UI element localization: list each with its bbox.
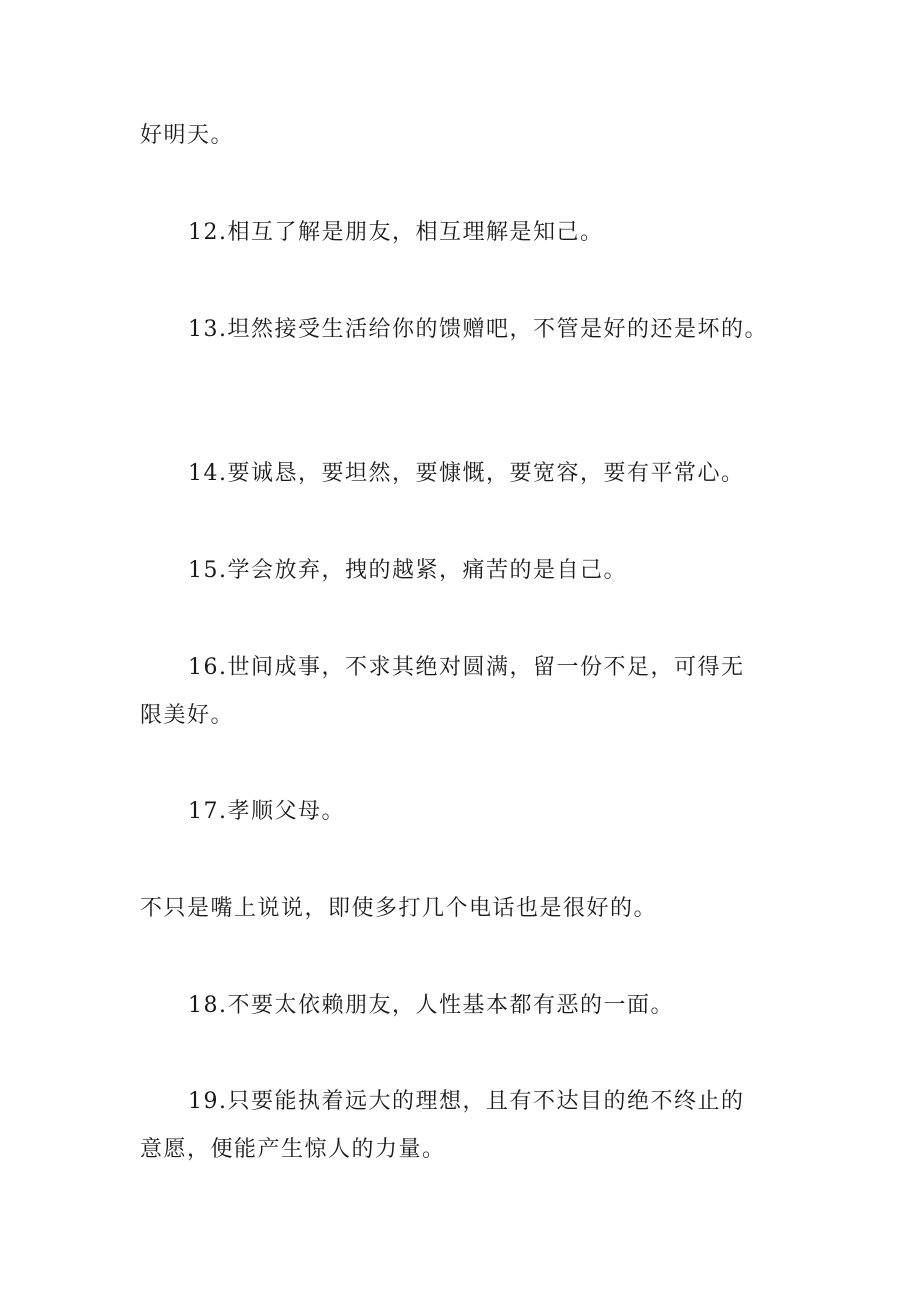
quote-16: 16.世间成事，不求其绝对圆满，留一份不足，可得无 [188,655,745,680]
quote-19-continuation: 意愿，便能产生惊人的力量。 [140,1137,446,1162]
quote-15: 15.学会放弃，拽的越紧，痛苦的是自己。 [188,558,627,583]
quote-17-detail: 不只是嘴上说说，即使多打几个电话也是很好的。 [140,896,658,921]
quote-19: 19.只要能执着远大的理想，且有不达目的绝不终止的 [188,1089,745,1114]
quote-12: 12.相互了解是朋友，相互理解是知己。 [188,220,604,245]
quote-13: 13.坦然接受生活给你的馈赠吧，不管是好的还是坏的。 [188,317,768,342]
text-line-continuation: 好明天。 [140,123,235,148]
quote-18: 18.不要太依赖朋友，人性基本都有恶的一面。 [188,993,674,1018]
quote-14: 14.要诚恳，要坦然，要慷慨，要宽容，要有平常心。 [188,461,745,486]
quote-17: 17.孝顺父母。 [188,799,345,824]
quote-16-continuation: 限美好。 [140,703,235,728]
